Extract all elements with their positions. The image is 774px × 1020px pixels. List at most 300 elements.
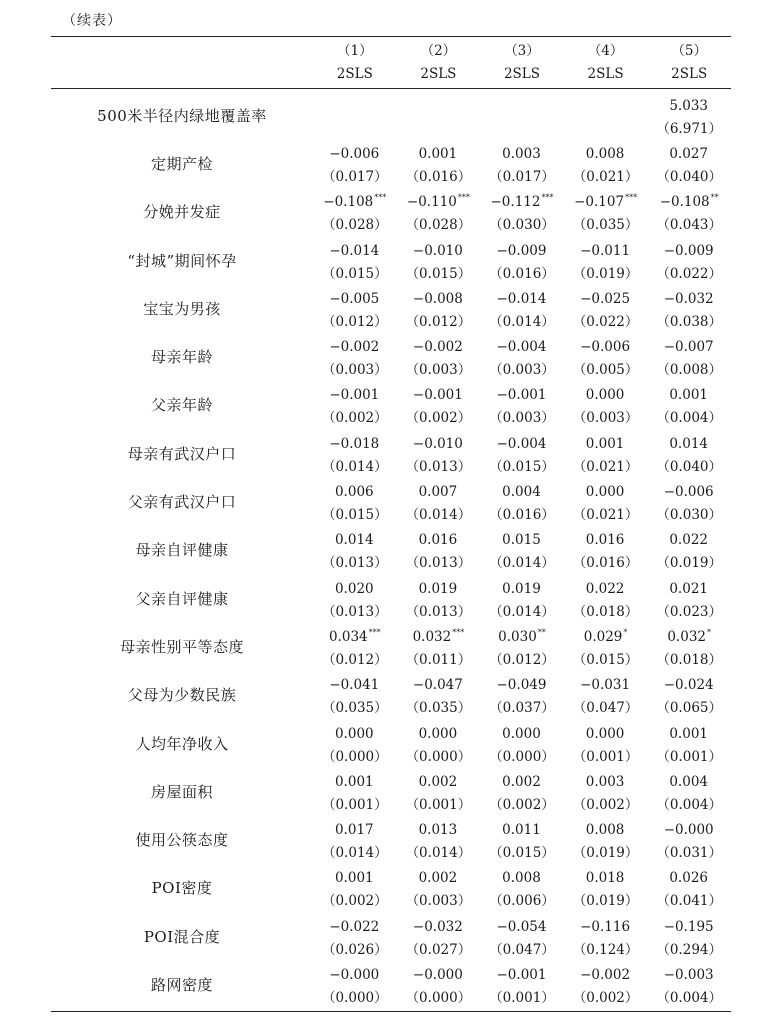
table-cell xyxy=(480,477,564,525)
coefficient-value xyxy=(502,573,542,601)
table-cell xyxy=(647,526,731,574)
coefficient-number: 0.007 xyxy=(418,484,458,501)
table-cell xyxy=(397,864,481,912)
standard-error: （0.015） xyxy=(489,845,555,862)
coefficient-value xyxy=(407,186,470,214)
coefficient-number: 0.016 xyxy=(585,532,625,549)
coefficient-number: −0.018 xyxy=(329,435,380,452)
row-label: 父母为少数民族 xyxy=(127,686,237,705)
coefficient-value xyxy=(586,524,626,552)
row-label: 使用公筷态度 xyxy=(135,831,229,850)
table-cell xyxy=(397,815,481,863)
standard-error: （0.019） xyxy=(572,893,639,910)
table-cell xyxy=(647,864,731,912)
table-cell xyxy=(647,960,731,1008)
table-cell xyxy=(647,671,731,719)
table-cell xyxy=(647,284,731,332)
standard-error: （0.015） xyxy=(489,458,555,475)
coefficient-value xyxy=(586,138,626,166)
table-cell xyxy=(647,622,731,670)
table-cell xyxy=(313,91,397,139)
coefficient-number: −0.025 xyxy=(580,290,631,307)
table-row xyxy=(51,284,731,332)
coefficient-number: −0.116 xyxy=(580,918,631,935)
table-cell xyxy=(313,671,397,719)
row-label: 父亲有武汉户口 xyxy=(127,493,237,512)
coefficient-number: 0.001 xyxy=(334,773,374,790)
coefficient-value xyxy=(502,862,542,890)
table-row xyxy=(51,429,731,477)
table-cell xyxy=(480,719,564,767)
coefficient-value xyxy=(419,718,459,746)
coefficient-value xyxy=(580,331,631,359)
coefficient-value xyxy=(586,718,626,746)
table-cell xyxy=(313,332,397,380)
coefficient-value xyxy=(329,669,380,697)
coefficient-value xyxy=(502,138,542,166)
table-cell xyxy=(480,767,564,815)
standard-error: （0.041） xyxy=(656,893,722,910)
significance-stars: *** xyxy=(457,193,470,203)
coefficient-number: 0.000 xyxy=(502,725,541,742)
coefficient-value xyxy=(586,573,626,601)
coefficient-value xyxy=(419,138,459,166)
coefficient-value xyxy=(586,379,626,407)
standard-error: （0.030） xyxy=(656,507,722,524)
table-cell xyxy=(313,864,397,912)
coefficient-number: 0.002 xyxy=(502,773,541,790)
coefficient-value xyxy=(413,331,464,359)
standard-error: （0.047） xyxy=(489,941,555,958)
table-cell xyxy=(564,912,648,960)
coefficient-value xyxy=(586,862,626,890)
coefficient-value xyxy=(669,379,709,407)
table-cell xyxy=(397,526,481,574)
standard-error: （0.040） xyxy=(656,168,722,185)
standard-error: （0.002） xyxy=(572,990,639,1006)
table-cell xyxy=(480,139,564,187)
coefficient-number: −0.005 xyxy=(329,290,380,307)
standard-error: （0.021） xyxy=(572,168,639,185)
table-cell xyxy=(480,864,564,912)
table-cell xyxy=(397,767,481,815)
coefficient-number: 0.019 xyxy=(418,580,458,597)
row-label: 路网密度 xyxy=(150,975,213,994)
header-row xyxy=(51,37,731,88)
table-row xyxy=(51,188,731,236)
standard-error: （0.012） xyxy=(321,651,388,668)
row-label: 分娩并发症 xyxy=(143,203,221,222)
table-cell xyxy=(647,815,731,863)
coefficient-number: −0.031 xyxy=(580,677,631,694)
coefficient-number: 0.001 xyxy=(669,725,708,742)
coefficient-number: −0.004 xyxy=(496,435,547,452)
table-row xyxy=(51,332,731,380)
coefficient-value xyxy=(669,428,709,456)
table-cell xyxy=(397,477,481,525)
row-label: 母亲有武汉户口 xyxy=(127,444,237,463)
table-cell xyxy=(480,188,564,236)
table-cell xyxy=(397,332,481,380)
table-cell xyxy=(397,429,481,477)
coefficient-number: 0.000 xyxy=(585,484,625,501)
table-row xyxy=(51,236,731,284)
standard-error: （0.000） xyxy=(489,748,555,765)
table-row xyxy=(51,622,731,670)
coefficient-value xyxy=(669,766,709,794)
coefficient-number: 0.029 xyxy=(583,628,623,645)
coefficient-number: −0.010 xyxy=(412,435,463,452)
coefficient-number: 0.020 xyxy=(334,580,374,597)
coefficient-number: −0.007 xyxy=(663,339,714,356)
coefficient-number: 0.014 xyxy=(334,532,374,549)
standard-error: （0.019） xyxy=(572,265,639,282)
coefficient-number: 0.032 xyxy=(667,628,706,645)
coefficient-value xyxy=(497,428,548,456)
table-cell xyxy=(313,719,397,767)
table-cell xyxy=(480,622,564,670)
coefficient-number: 0.001 xyxy=(418,145,458,162)
coefficient-number: 0.027 xyxy=(669,145,708,162)
coefficient-value xyxy=(669,524,709,552)
table-row xyxy=(51,477,731,525)
standard-error: （0.014） xyxy=(489,555,555,572)
significance-stars: ** xyxy=(710,193,719,203)
table-cell xyxy=(647,719,731,767)
table-cell xyxy=(647,912,731,960)
coefficient-number: 0.000 xyxy=(418,725,458,742)
table-cell xyxy=(564,477,648,525)
standard-error: （0.043） xyxy=(656,217,722,234)
table-cell xyxy=(647,139,731,187)
table-cell xyxy=(397,188,481,236)
table-cell xyxy=(313,284,397,332)
coefficient-value xyxy=(664,235,715,263)
coefficient-number: −0.041 xyxy=(329,677,380,694)
standard-error: （0.003） xyxy=(405,893,472,910)
coefficient-value xyxy=(498,621,546,649)
table-cell xyxy=(480,236,564,284)
table-cell xyxy=(480,91,564,139)
coefficient-number: 0.022 xyxy=(585,580,625,597)
standard-error: （0.003） xyxy=(405,362,472,379)
table-cell xyxy=(480,284,564,332)
coefficient-value xyxy=(669,573,709,601)
coefficient-value xyxy=(329,235,380,263)
standard-error: （0.006） xyxy=(489,893,555,910)
coefficient-value xyxy=(335,476,375,504)
coefficient-value xyxy=(419,862,459,890)
coefficient-value xyxy=(664,911,715,939)
standard-error: （0.016） xyxy=(489,507,555,524)
standard-error: （0.003） xyxy=(489,362,555,379)
table-cell xyxy=(647,767,731,815)
standard-error: （6.971） xyxy=(656,120,722,137)
table-cell xyxy=(647,236,731,284)
coefficient-value xyxy=(497,959,548,987)
coefficient-number: −0.004 xyxy=(496,339,547,356)
coefficient-value xyxy=(586,428,626,456)
coefficient-value xyxy=(413,379,464,407)
coefficient-number: 0.021 xyxy=(669,580,708,597)
coefficient-number: −0.054 xyxy=(496,918,547,935)
coefficient-number: 0.034 xyxy=(328,628,368,645)
coefficient-value xyxy=(660,186,719,214)
coefficient-number: 0.008 xyxy=(502,870,541,887)
coefficient-number: 0.002 xyxy=(418,773,458,790)
standard-error: （0.013） xyxy=(405,458,472,475)
standard-error: （0.035） xyxy=(405,700,472,717)
table-cell xyxy=(397,236,481,284)
standard-error: （0.031） xyxy=(656,845,722,862)
coefficient-number: 0.013 xyxy=(418,822,458,839)
table-cell xyxy=(313,622,397,670)
coefficient-number: −0.195 xyxy=(663,918,714,935)
coefficient-number: −0.014 xyxy=(496,290,547,307)
standard-error: （0.022） xyxy=(572,313,639,330)
standard-error: （0.013） xyxy=(321,555,388,572)
coefficient-value xyxy=(605,101,606,129)
standard-error: （0.004） xyxy=(656,990,722,1006)
coefficient-number: −0.001 xyxy=(412,387,463,404)
coefficient-value xyxy=(335,573,375,601)
table-cell xyxy=(313,912,397,960)
table-cell xyxy=(480,332,564,380)
column-method: 2SLS xyxy=(503,65,541,82)
standard-error: （0.012） xyxy=(405,313,472,330)
table-cell xyxy=(397,91,481,139)
standard-error: （0.001） xyxy=(405,796,472,813)
table-cell xyxy=(564,671,648,719)
column-header-1 xyxy=(313,37,397,88)
standard-error: （0.021） xyxy=(572,458,639,475)
standard-error: （0.014） xyxy=(321,458,388,475)
coefficient-value xyxy=(521,101,522,129)
coefficient-number: −0.032 xyxy=(412,918,463,935)
coefficient-number: −0.049 xyxy=(496,677,547,694)
coefficient-number: −0.000 xyxy=(412,967,463,983)
table-cell xyxy=(564,719,648,767)
column-number: （2） xyxy=(420,42,457,59)
coefficient-value xyxy=(329,911,380,939)
table-cell xyxy=(647,188,731,236)
coefficient-value xyxy=(664,476,715,504)
significance-stars: ** xyxy=(537,627,546,637)
table-cell xyxy=(564,332,648,380)
significance-stars: *** xyxy=(625,193,638,203)
table-cell xyxy=(397,671,481,719)
table-row xyxy=(51,574,731,622)
coefficient-number: 0.003 xyxy=(502,145,541,162)
table-cell xyxy=(564,381,648,429)
coefficient-value xyxy=(497,911,548,939)
table-cell xyxy=(564,429,648,477)
standard-error: （0.030） xyxy=(489,217,555,234)
table-row xyxy=(51,719,731,767)
coefficient-value xyxy=(502,814,542,842)
coefficient-value xyxy=(667,621,711,649)
coefficient-number: 0.019 xyxy=(502,580,541,597)
coefficient-number: 0.032 xyxy=(412,628,452,645)
standard-error: （0.018） xyxy=(656,651,722,668)
coefficient-number: −0.006 xyxy=(580,339,631,356)
row-label: POI密度 xyxy=(151,879,213,898)
coefficient-value xyxy=(413,669,464,697)
table-cell xyxy=(397,139,481,187)
coefficient-number: 0.026 xyxy=(669,870,708,887)
table-cell xyxy=(313,815,397,863)
table-cell xyxy=(397,381,481,429)
standard-error: （0.016） xyxy=(405,168,472,185)
table-cell xyxy=(564,574,648,622)
coefficient-value xyxy=(497,331,548,359)
significance-stars: * xyxy=(707,627,711,637)
row-label: 500米半径内绿地覆盖率 xyxy=(97,106,267,125)
table-cell xyxy=(397,622,481,670)
coefficient-number: 0.014 xyxy=(669,435,708,452)
coefficient-number: −0.000 xyxy=(329,967,380,983)
table-row xyxy=(51,526,731,574)
row-label: 人均年净收入 xyxy=(135,734,229,753)
table-cell xyxy=(564,960,648,1008)
standard-error: （0.004） xyxy=(656,796,722,813)
standard-error: （0.003） xyxy=(321,362,388,379)
table-caption: （续表） xyxy=(62,13,122,29)
standard-error: （0.014） xyxy=(321,845,388,862)
coefficient-value xyxy=(580,283,631,311)
coefficient-value xyxy=(584,621,628,649)
coefficient-value xyxy=(354,101,355,129)
standard-error: （0.016） xyxy=(572,555,639,572)
row-label: 母亲年龄 xyxy=(150,348,213,367)
column-header-2 xyxy=(397,37,481,88)
standard-error: （0.015） xyxy=(572,651,639,668)
coefficient-value xyxy=(664,669,715,697)
coefficient-number: −0.001 xyxy=(496,967,547,983)
coefficient-number: 0.000 xyxy=(585,387,625,404)
row-label: 母亲自评健康 xyxy=(135,541,229,560)
table-cell xyxy=(647,91,731,139)
coefficient-value xyxy=(413,621,465,649)
table-cell xyxy=(564,91,648,139)
coefficient-number: −0.002 xyxy=(412,339,463,356)
significance-stars: *** xyxy=(374,193,387,203)
coefficient-value xyxy=(413,428,464,456)
coefficient-value xyxy=(419,476,459,504)
coefficient-number: 0.004 xyxy=(669,773,708,790)
significance-stars: * xyxy=(623,627,628,637)
coefficient-number: −0.002 xyxy=(580,967,631,983)
row-label: 父亲年龄 xyxy=(150,396,213,415)
table-cell xyxy=(564,864,648,912)
coefficient-value xyxy=(502,718,542,746)
table-cell xyxy=(313,139,397,187)
coefficient-value xyxy=(335,862,375,890)
coefficient-value xyxy=(335,524,375,552)
coefficient-number: 0.008 xyxy=(585,145,625,162)
coefficient-value xyxy=(419,573,459,601)
coefficient-number: 0.004 xyxy=(502,484,541,501)
coefficient-value xyxy=(419,814,459,842)
table-cell xyxy=(397,284,481,332)
coefficient-number: 0.008 xyxy=(585,822,625,839)
standard-error: （0.001） xyxy=(321,796,388,813)
coefficient-value xyxy=(502,524,542,552)
row-label: 父亲自评健康 xyxy=(135,589,229,608)
column-header-5 xyxy=(647,37,731,88)
standard-error: （0.124） xyxy=(572,941,639,958)
standard-error: （0.035） xyxy=(572,217,639,234)
standard-error: （0.014） xyxy=(405,845,472,862)
standard-error: （0.002） xyxy=(489,796,555,813)
column-method: 2SLS xyxy=(420,65,457,82)
standard-error: （0.018） xyxy=(572,603,639,620)
coefficient-value xyxy=(669,718,709,746)
table-cell xyxy=(564,815,648,863)
table-cell xyxy=(313,429,397,477)
table-cell xyxy=(313,767,397,815)
coefficient-value xyxy=(580,959,631,987)
significance-stars: *** xyxy=(368,627,381,637)
standard-error: （0.017） xyxy=(489,168,555,185)
coefficient-number: −0.009 xyxy=(663,242,714,259)
coefficient-value xyxy=(329,283,380,311)
standard-error: （0.008） xyxy=(656,362,722,379)
coefficient-value xyxy=(574,186,637,214)
standard-error: （0.012） xyxy=(489,651,555,668)
coefficient-number: 0.017 xyxy=(334,822,374,839)
table-row xyxy=(51,815,731,863)
table-cell xyxy=(564,767,648,815)
coefficient-number: 0.015 xyxy=(502,532,541,549)
standard-error: （0.000） xyxy=(405,990,472,1006)
table-cell xyxy=(480,381,564,429)
standard-error: （0.022） xyxy=(656,265,722,282)
standard-error: （0.014） xyxy=(489,313,555,330)
coefficient-value xyxy=(586,814,626,842)
coefficient-number: 0.002 xyxy=(418,870,458,887)
table-row xyxy=(51,91,731,139)
table-cell xyxy=(480,912,564,960)
column-number: （3） xyxy=(504,42,540,59)
table-row xyxy=(51,139,731,187)
standard-error: （0.001） xyxy=(572,748,639,765)
coefficient-value xyxy=(413,911,464,939)
standard-error: （0.001） xyxy=(489,990,555,1006)
row-label: 宝宝为男孩 xyxy=(143,299,221,318)
coefficient-value xyxy=(438,101,439,129)
table-cell xyxy=(313,381,397,429)
standard-error: （0.021） xyxy=(572,507,639,524)
coefficient-number: −0.047 xyxy=(412,677,463,694)
coefficient-value xyxy=(669,138,709,166)
coefficient-number: 5.033 xyxy=(669,97,708,114)
coefficient-value xyxy=(502,766,542,794)
coefficient-number: 0.001 xyxy=(585,435,625,452)
standard-error: （0.011） xyxy=(405,651,472,668)
coefficient-value xyxy=(580,235,631,263)
standard-error: （0.005） xyxy=(572,362,639,379)
column-header-4 xyxy=(564,37,648,88)
coefficient-number: −0.024 xyxy=(663,677,714,694)
standard-error: （0.040） xyxy=(656,458,722,475)
table-cell xyxy=(480,574,564,622)
standard-error: （0.016） xyxy=(489,265,555,282)
coefficient-value xyxy=(335,718,375,746)
coefficient-number: −0.107 xyxy=(574,194,625,211)
standard-error: （0.013） xyxy=(321,603,388,620)
coefficient-number: −0.112 xyxy=(490,194,541,211)
